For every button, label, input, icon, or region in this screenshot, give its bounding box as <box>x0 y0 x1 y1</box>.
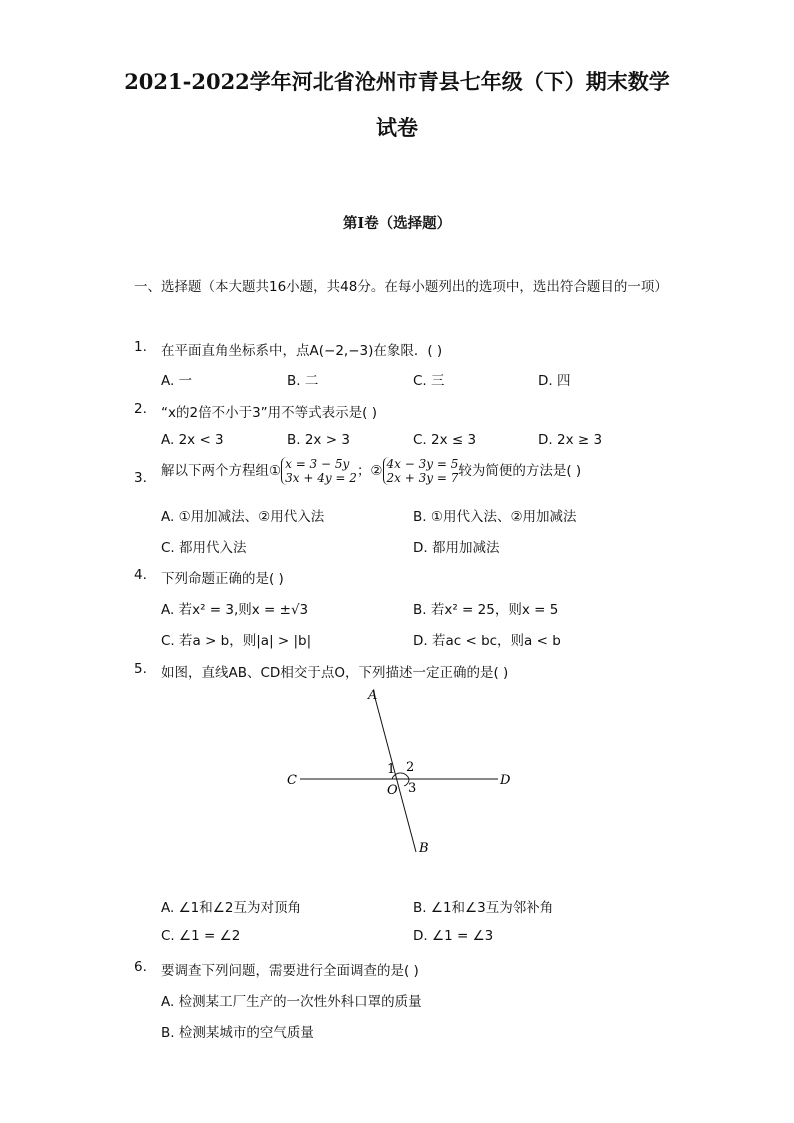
equation-line: 2x + 3y = 7 <box>386 471 459 485</box>
point-label-b: B <box>419 841 429 856</box>
option-c: C. 都用代入法 <box>161 540 247 556</box>
equation-line: 3x + 4y = 2 <box>285 471 357 485</box>
question-number: 6. <box>134 959 147 975</box>
option-a: A. 2x < 3 <box>161 432 224 448</box>
angle-label-3: 3 <box>408 781 417 796</box>
question-text <box>161 457 581 485</box>
document-title-line-2: 试卷 <box>376 115 418 140</box>
question-number: 4. <box>134 567 147 583</box>
option-a: A. 若x² = 3,则x = ±√3 <box>161 602 309 618</box>
question-text: “x的2倍不小于3”用不等式表示是( ) <box>161 405 377 421</box>
equation-system-1 <box>281 457 357 485</box>
option-c: C. 三 <box>413 373 445 389</box>
option-d: D. 四 <box>538 373 571 389</box>
part-heading: 第I卷（选择题） <box>342 215 452 232</box>
option-d: D. 2x ≥ 3 <box>538 432 603 448</box>
question-number: 5. <box>134 661 147 677</box>
option-a: A. 一 <box>161 373 193 389</box>
question-number: 1. <box>134 339 147 355</box>
option-d: D. 都用加减法 <box>413 540 500 556</box>
option-a: A. ①用加减法、②用代入法 <box>161 509 325 525</box>
option-b: B. ①用代入法、②用加减法 <box>413 509 577 525</box>
option-c: C. ∠1 = ∠2 <box>161 928 241 944</box>
option-d: D. 若ac < bc，则a < b <box>413 633 561 649</box>
question-number: 3. <box>134 470 147 486</box>
option-b: B. 若x² = 25，则x = 5 <box>413 602 559 618</box>
point-label-c: C <box>287 773 297 788</box>
angle-label-2: 2 <box>406 760 415 775</box>
document-title-line-1: 2021-2022学年河北省沧州市青县七年级（下）期末数学 <box>124 69 670 94</box>
question-text: 下列命题正确的是( ) <box>161 571 284 587</box>
equation-system-2 <box>383 457 459 485</box>
option-c: C. 若a > b，则|a| > |b| <box>161 633 312 649</box>
option-c: C. 2x ≤ 3 <box>413 432 477 448</box>
question-text-post: 较为简便的方法是( ) <box>458 463 582 479</box>
option-b: B. 二 <box>287 373 319 389</box>
question-number: 2. <box>134 401 147 417</box>
question-text: 在平面直角坐标系中，点A(−2,−3)在象限．( ) <box>161 343 443 359</box>
point-label-a: A <box>368 688 378 703</box>
equation-line: x = 3 − 5y <box>285 457 350 471</box>
option-d: D. ∠1 = ∠3 <box>413 928 494 944</box>
option-a: A. ∠1和∠2互为对顶角 <box>161 900 301 916</box>
question-text-pre: 解以下两个方程组① <box>161 463 282 479</box>
option-b: B. 检测某城市的空气质量 <box>161 1025 314 1041</box>
angle-label-1: 1 <box>387 762 396 777</box>
equation-line: 4x − 3y = 5 <box>386 457 459 471</box>
section-intro: 一、选择题（本大题共16小题，共48分。在每小题列出的选项中，选出符合题目的一项） <box>134 279 668 295</box>
option-a: A. 检测某工厂生产的一次性外科口罩的质量 <box>161 994 422 1010</box>
question-text-mid: ；② <box>356 463 383 479</box>
question-text: 如图，直线AB、CD相交于点O，下列描述一定正确的是( ) <box>161 665 509 681</box>
intersecting-lines-figure <box>270 684 530 864</box>
point-label-d: D <box>500 773 511 788</box>
option-b: B. ∠1和∠3互为邻补角 <box>413 900 554 916</box>
point-label-o: O <box>387 783 398 798</box>
question-text: 要调查下列问题，需要进行全面调查的是( ) <box>161 963 419 979</box>
option-b: B. 2x > 3 <box>287 432 350 448</box>
